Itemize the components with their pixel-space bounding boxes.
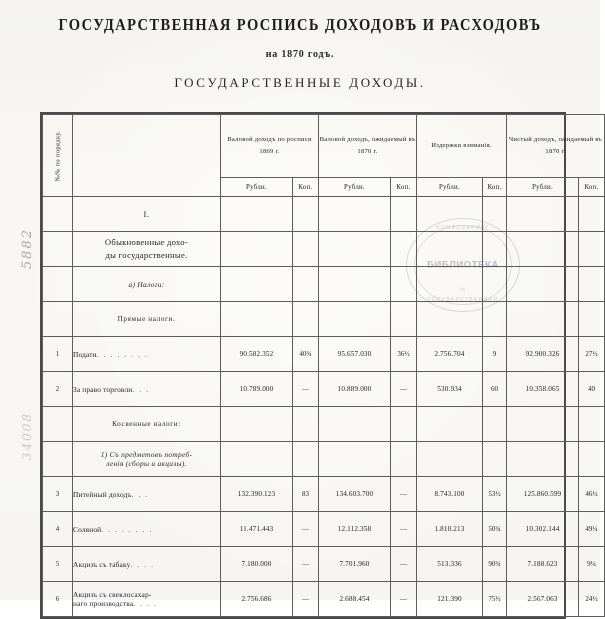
spacer-cell bbox=[579, 407, 605, 442]
row-net-1870-kop: 9¼ bbox=[579, 547, 605, 582]
row-gross-1870-rub: 134.603.700 bbox=[319, 477, 391, 512]
section-roman-index bbox=[43, 197, 73, 232]
row-label-leaders: . . . . bbox=[130, 559, 155, 569]
row-net-1870-kop: 46½ bbox=[579, 477, 605, 512]
row-gross-1869-rub: 11.471.443 bbox=[221, 512, 293, 547]
row-gross-1870-kop: — bbox=[391, 372, 417, 407]
header-gross-1869: Валовой доходъ по росписи 1869 г. bbox=[221, 115, 319, 178]
section-row-subheading-a bbox=[43, 267, 605, 302]
row-costs-kop: 50¾ bbox=[483, 512, 507, 547]
row-label-text: Соляной bbox=[73, 524, 102, 534]
spacer-cell bbox=[579, 302, 605, 337]
row-label-text: Питейный доходъ bbox=[73, 489, 132, 499]
row-number: 3 bbox=[43, 477, 73, 512]
handwritten-margin-note-middle: 34008 bbox=[20, 412, 34, 461]
direct-taxes-index bbox=[43, 302, 73, 337]
document-section-title: ГОСУДАРСТВЕННЫЕ ДОХОДЫ. bbox=[174, 75, 426, 90]
section-heading-text bbox=[73, 232, 221, 267]
row-net-1870-kop: 24½ bbox=[579, 582, 605, 617]
row-gross-1870-rub: 12.112.358 bbox=[319, 512, 391, 547]
spacer-cell bbox=[483, 232, 507, 267]
row-gross-1869-rub: 7.180.000 bbox=[221, 547, 293, 582]
row-label bbox=[73, 547, 221, 582]
row-label bbox=[73, 477, 221, 512]
spacer-cell bbox=[293, 197, 319, 232]
spacer-cell bbox=[483, 407, 507, 442]
header-unit-kopecks-4: Коп. bbox=[579, 178, 605, 197]
row-costs-kop: 75½ bbox=[483, 582, 507, 617]
row-label-line2 bbox=[73, 599, 220, 608]
row-net-1870-rub: 125.860.599 bbox=[507, 477, 579, 512]
row-costs-kop: 90¾ bbox=[483, 547, 507, 582]
spacer-cell bbox=[507, 442, 579, 477]
spacer-cell bbox=[391, 442, 417, 477]
spacer-cell bbox=[483, 267, 507, 302]
row-net-1870-rub: 92.900.326 bbox=[507, 337, 579, 372]
library-stamp-arc-bottom: ГОСУДАРСТВЕННАЯ bbox=[427, 297, 499, 303]
row-net-1870-kop: 27½ bbox=[579, 337, 605, 372]
row-costs-kop: 9 bbox=[483, 337, 507, 372]
row-net-1870-rub: 2.567.063 bbox=[507, 582, 579, 617]
row-label-line1: Акцизъ съ свеклосахар- bbox=[73, 590, 152, 599]
document-year-subtitle: на 1870 годъ. bbox=[265, 49, 335, 60]
header-index-column bbox=[43, 115, 73, 197]
row-number: 2 bbox=[43, 372, 73, 407]
row-costs-rub: 1.810.213 bbox=[417, 512, 483, 547]
spacer-cell bbox=[391, 197, 417, 232]
row-costs-rub: 530.934 bbox=[417, 372, 483, 407]
library-stamp-number: № bbox=[460, 287, 466, 293]
spacer-cell bbox=[319, 232, 391, 267]
spacer-cell bbox=[293, 302, 319, 337]
row-costs-kop: 60 bbox=[483, 372, 507, 407]
spacer-cell bbox=[579, 267, 605, 302]
row-costs-rub: 121.390 bbox=[417, 582, 483, 617]
spacer-cell bbox=[293, 232, 319, 267]
indirect-taxes-text: Косвенные налоги: bbox=[73, 407, 221, 442]
row-gross-1869-kop: — bbox=[293, 547, 319, 582]
table-row bbox=[43, 582, 605, 617]
handwritten-margin-note-top: 5882 bbox=[20, 228, 35, 270]
spacer-cell bbox=[391, 302, 417, 337]
row-label bbox=[73, 512, 221, 547]
header-unit-rubles-1: Рубли. bbox=[221, 178, 293, 197]
ledger-table bbox=[42, 114, 605, 617]
spacer-cell bbox=[507, 407, 579, 442]
section-row-indirect-taxes bbox=[43, 407, 605, 442]
spacer-cell bbox=[579, 232, 605, 267]
section-heading-line1: Обыкновенные дохо- bbox=[104, 236, 189, 247]
row-costs-rub: 513.336 bbox=[417, 547, 483, 582]
spacer-cell bbox=[391, 407, 417, 442]
subheading-a-index bbox=[43, 267, 73, 302]
row-gross-1870-rub: 95.657.030 bbox=[319, 337, 391, 372]
row-gross-1869-kop: — bbox=[293, 372, 319, 407]
header-unit-kopecks-2: Коп. bbox=[391, 178, 417, 197]
row-gross-1870-kop: 36½ bbox=[391, 337, 417, 372]
spacer-cell bbox=[221, 407, 293, 442]
header-description-column bbox=[73, 115, 221, 197]
header-unit-rubles-2: Рубли. bbox=[319, 178, 391, 197]
row-net-1870-rub: 10.358.065 bbox=[507, 372, 579, 407]
spacer-cell bbox=[319, 197, 391, 232]
row-gross-1869-kop: — bbox=[293, 512, 319, 547]
row-gross-1869-rub: 10.789.000 bbox=[221, 372, 293, 407]
row-label-text: За право торговли bbox=[73, 384, 133, 394]
row-costs-rub: 8.743.100 bbox=[417, 477, 483, 512]
spacer-cell bbox=[221, 302, 293, 337]
document-main-title: ГОСУДАРСТВЕННАЯ РОСПИСЬ ДОХОДОВЪ И РАСХОДОВЪ bbox=[58, 16, 542, 35]
spacer-cell bbox=[417, 407, 483, 442]
library-stamp-center-text: БИБЛИОТЕКА bbox=[427, 259, 499, 271]
spacer-cell bbox=[579, 197, 605, 232]
row-label bbox=[73, 582, 221, 617]
spacer-cell bbox=[579, 442, 605, 477]
section-heading-index bbox=[43, 232, 73, 267]
table-row bbox=[43, 372, 605, 407]
header-collection-costs: Издержки взиманiя. bbox=[417, 115, 507, 178]
subheading-a-text: а) Налоги: bbox=[73, 267, 221, 302]
header-unit-rubles-3: Рубли. bbox=[417, 178, 483, 197]
spacer-cell bbox=[417, 442, 483, 477]
row-label-leaders: . . . bbox=[131, 489, 149, 499]
spacer-cell bbox=[319, 267, 391, 302]
spacer-cell bbox=[417, 232, 483, 267]
row-number: 6 bbox=[43, 582, 73, 617]
consumption-index bbox=[43, 442, 73, 477]
row-gross-1870-rub: 10.889.000 bbox=[319, 372, 391, 407]
row-label bbox=[73, 372, 221, 407]
spacer-cell bbox=[319, 302, 391, 337]
row-label-leaders: . . . . . . . . bbox=[101, 524, 153, 534]
section-row-roman bbox=[43, 197, 605, 232]
row-gross-1869-rub: 132.390.123 bbox=[221, 477, 293, 512]
spacer-cell bbox=[293, 407, 319, 442]
section-roman-numeral: I. bbox=[73, 197, 221, 232]
spacer-cell bbox=[293, 442, 319, 477]
row-net-1870-kop: 49¼ bbox=[579, 512, 605, 547]
spacer-cell bbox=[507, 197, 579, 232]
header-unit-rubles-4: Рубли. bbox=[507, 178, 579, 197]
row-label-leaders: . . . . bbox=[133, 599, 158, 608]
row-costs-rub: 2.756.704 bbox=[417, 337, 483, 372]
header-gross-1870: Валовой доходъ, ожидаемый въ 1870 г. bbox=[319, 115, 417, 178]
header-net-1870: Чистый доходъ, ожидаемый въ 1870 г. bbox=[507, 115, 605, 178]
row-gross-1870-kop: — bbox=[391, 477, 417, 512]
spacer-cell bbox=[507, 232, 579, 267]
spacer-cell bbox=[293, 267, 319, 302]
spacer-cell bbox=[319, 407, 391, 442]
spacer-cell bbox=[221, 197, 293, 232]
row-gross-1870-rub: 2.688.454 bbox=[319, 582, 391, 617]
direct-taxes-text: Прямые налоги. bbox=[73, 302, 221, 337]
spacer-cell bbox=[319, 442, 391, 477]
row-gross-1869-rub: 90.582.352 bbox=[221, 337, 293, 372]
row-label-leaders: . . . bbox=[132, 384, 150, 394]
spacer-cell bbox=[221, 232, 293, 267]
row-gross-1870-kop: — bbox=[391, 512, 417, 547]
spacer-cell bbox=[391, 232, 417, 267]
row-net-1870-rub: 10.302.144 bbox=[507, 512, 579, 547]
row-label-text: наго производства bbox=[73, 599, 134, 608]
row-gross-1870-kop: — bbox=[391, 547, 417, 582]
row-gross-1870-kop: — bbox=[391, 582, 417, 617]
spacer-cell bbox=[507, 302, 579, 337]
table-header-row-main bbox=[43, 115, 605, 178]
table-row bbox=[43, 512, 605, 547]
spacer-cell bbox=[391, 267, 417, 302]
row-costs-kop: 53½ bbox=[483, 477, 507, 512]
row-number: 1 bbox=[43, 337, 73, 372]
spacer-cell bbox=[483, 197, 507, 232]
spacer-cell bbox=[483, 302, 507, 337]
spacer-cell bbox=[483, 442, 507, 477]
spacer-cell bbox=[507, 267, 579, 302]
ledger-table-container bbox=[40, 112, 603, 619]
row-label-text: Подати bbox=[73, 349, 97, 359]
row-gross-1870-rub: 7.701.960 bbox=[319, 547, 391, 582]
spacer-cell bbox=[417, 197, 483, 232]
consumption-text bbox=[73, 442, 221, 477]
table-row bbox=[43, 477, 605, 512]
spacer-cell bbox=[417, 302, 483, 337]
section-heading-line2: ды государственные. bbox=[105, 250, 188, 260]
row-gross-1869-kop: 40¾ bbox=[293, 337, 319, 372]
table-row bbox=[43, 547, 605, 582]
header-index-label: №№ по порядку. bbox=[54, 130, 61, 181]
row-label-leaders: . . . . . . . . bbox=[96, 349, 149, 359]
row-number: 5 bbox=[43, 547, 73, 582]
section-row-direct-taxes bbox=[43, 302, 605, 337]
row-net-1870-rub: 7.188.623 bbox=[507, 547, 579, 582]
table-row bbox=[43, 337, 605, 372]
row-gross-1869-kop: — bbox=[293, 582, 319, 617]
indirect-taxes-index bbox=[43, 407, 73, 442]
consumption-line1: 1) Съ предметовъ потреб- bbox=[100, 450, 193, 459]
row-number: 4 bbox=[43, 512, 73, 547]
spacer-cell bbox=[221, 267, 293, 302]
header-unit-kopecks-3: Коп. bbox=[483, 178, 507, 197]
section-row-heading bbox=[43, 232, 605, 267]
row-gross-1869-kop: 83 bbox=[293, 477, 319, 512]
library-stamp-arc-top: КОМИССАРИАТ bbox=[436, 225, 490, 231]
spacer-cell bbox=[417, 267, 483, 302]
row-label bbox=[73, 337, 221, 372]
section-row-consumption bbox=[43, 442, 605, 477]
spacer-cell bbox=[221, 442, 293, 477]
title-block bbox=[0, 0, 600, 91]
consumption-line2: ленiя (сборы и акцизы). bbox=[106, 459, 187, 468]
header-unit-kopecks-1: Коп. bbox=[293, 178, 319, 197]
row-gross-1869-rub: 2.756.686 bbox=[221, 582, 293, 617]
row-label-text: Акцизъ съ табаку bbox=[73, 559, 131, 569]
row-net-1870-kop: 40 bbox=[579, 372, 605, 407]
